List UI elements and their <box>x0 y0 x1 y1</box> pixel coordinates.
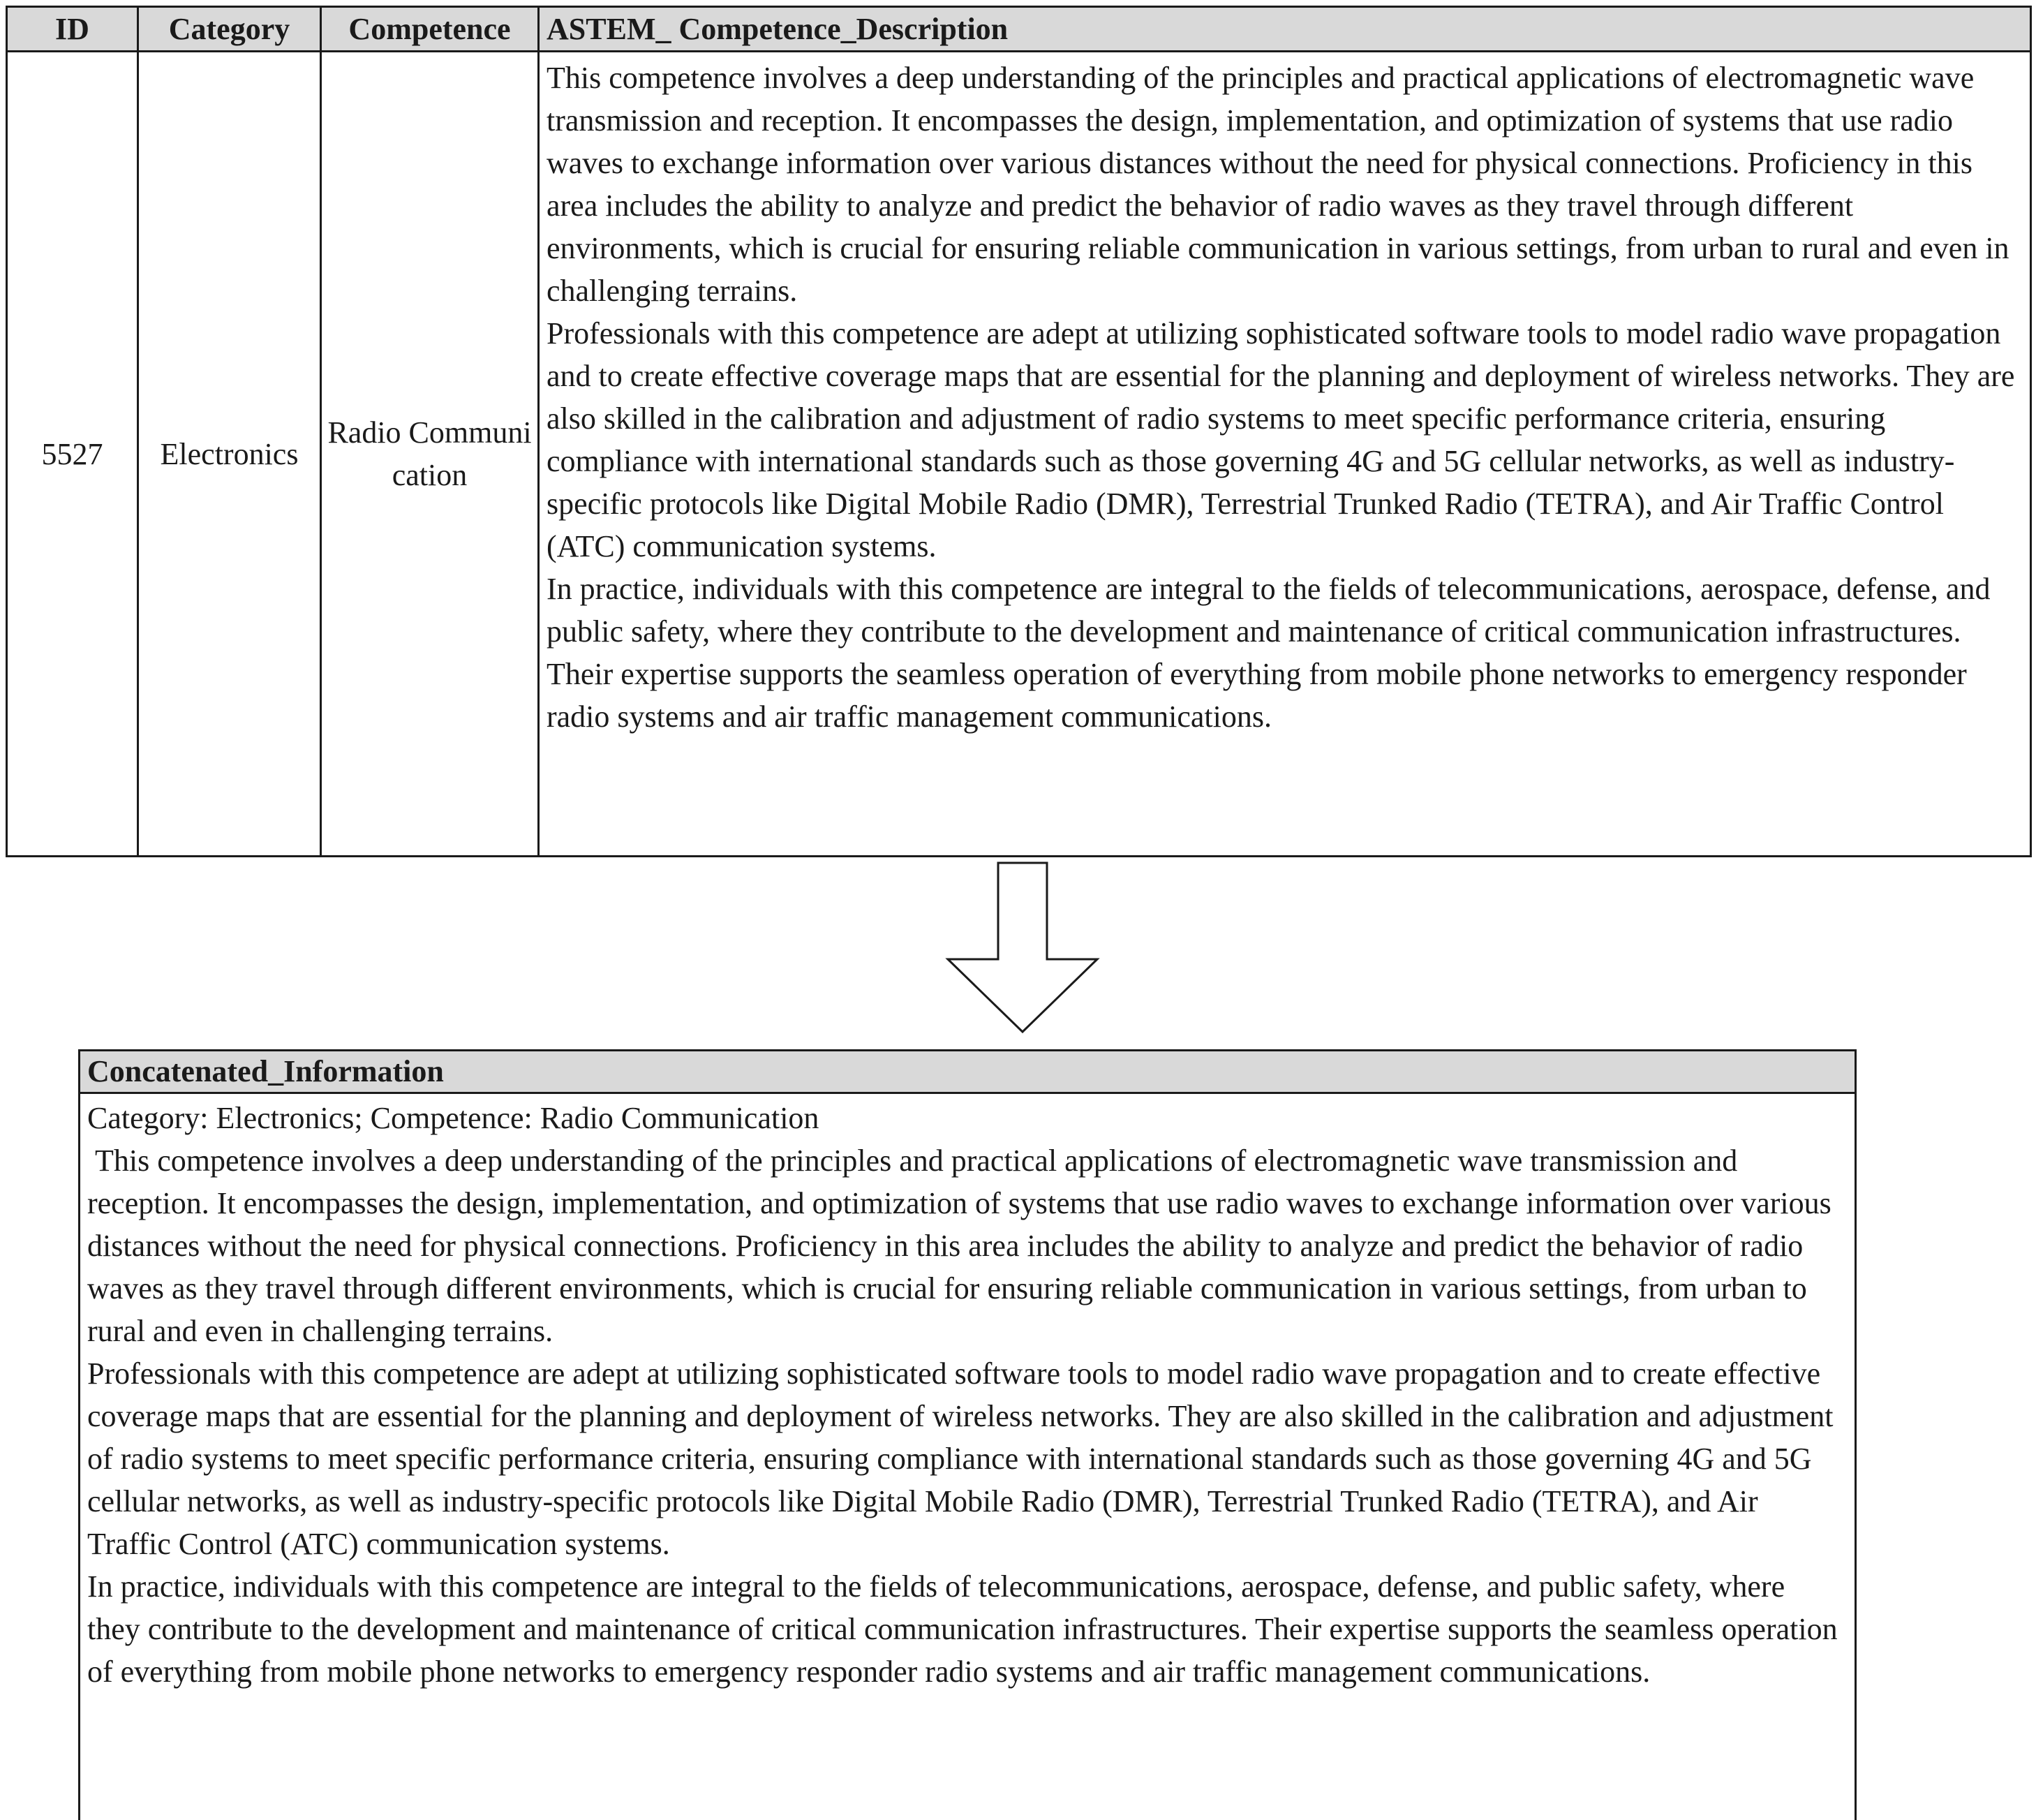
concatenated-header: Concatenated_Information <box>80 1051 1855 1094</box>
cell-id: 5527 <box>7 52 138 857</box>
header-category: Category <box>138 7 321 52</box>
concatenated-line-2: This competence involves a deep understanding of the principles and practical applications of electromagnetic wave transmission and reception. It encompasses the design, implementation, and optimization of systems that use radio waves to exchange information over various distances without the need for physical connections. Proficiency in this area includes the ability to analyze and predict the behavior of radio waves as they travel through different environments, which is crucial for ensuring reliable communication in various settings, from urban to rural and even in challenging terrains. <box>87 1144 1839 1348</box>
table-header-row <box>7 7 2031 52</box>
table-row <box>7 52 2031 857</box>
concatenated-line-3: Professionals with this competence are adept at utilizing sophisticated software tools to model radio wave propagation and to create effective coverage maps that are essential for the planning and deployment of wireless networks. They are also skilled in the calibration and adjustment of radio systems to meet specific performance criteria, ensuring compliance with international standards such as those governing 4G and 5G cellular networks, as well as industry-specific protocols like Digital Mobile Radio (DMR), Terrestrial Trunked Radio (TETRA), and Air Traffic Control (ATC) communication systems. <box>87 1356 1834 1561</box>
concatenated-information-box <box>78 1049 1857 1820</box>
header-id: ID <box>7 7 138 52</box>
competence-source-table <box>6 6 2032 857</box>
description-paragraph-1: This competence involves a deep understanding of the principles and practical applications of electromagnetic wave transmission and reception. It encompasses the design, implementation, and optimization of systems that use radio waves to exchange information over various distances without the need for physical connections. Proficiency in this area includes the ability to analyze and predict the behavior of radio waves as they travel through different environments, which is crucial for ensuring reliable communication in various settings, from urban to rural and even in challenging terrains. <box>547 61 2009 308</box>
header-description: ASTEM_ Competence_Description <box>539 7 2031 52</box>
cell-description <box>539 52 2031 857</box>
cell-category: Electronics <box>138 52 321 857</box>
description-paragraph-2: Professionals with this competence are adept at utilizing sophisticated software tools to model radio wave propagation and to create effective coverage maps that are essential for the planning and deployment of wireless networks. They are also skilled in the calibration and adjustment of radio systems to meet specific performance criteria, ensuring compliance with international standards such as those governing 4G and 5G cellular networks, as well as industry-specific protocols like Digital Mobile Radio (DMR), Terrestrial Trunked Radio (TETRA), and Air Traffic Control (ATC) communication systems. <box>547 316 2015 563</box>
concatenated-line-1: Category: Electronics; Competence: Radio Communication <box>87 1101 819 1135</box>
header-competence: Competence <box>321 7 539 52</box>
down-arrow-icon <box>942 860 1103 1035</box>
description-paragraph-3: In practice, individuals with this competence are integral to the fields of telecommunications, aerospace, defense, and public safety, where they contribute to the development and maintenance of critical communication infrastructures. Their expertise supports the seamless operation of everything from mobile phone networks to emergency responder radio systems and air traffic management communications. <box>547 572 1991 734</box>
concatenated-body <box>80 1094 1855 1693</box>
cell-competence: Radio Communication <box>321 52 539 857</box>
concatenated-line-4: In practice, individuals with this competence are integral to the fields of telecommunications, aerospace, defense, and public safety, where they contribute to the development and maintenance of critical communication infrastructures. Their expertise supports the seamless operation of everything from mobile phone networks to emergency responder radio systems and air traffic management communications. <box>87 1569 1838 1689</box>
